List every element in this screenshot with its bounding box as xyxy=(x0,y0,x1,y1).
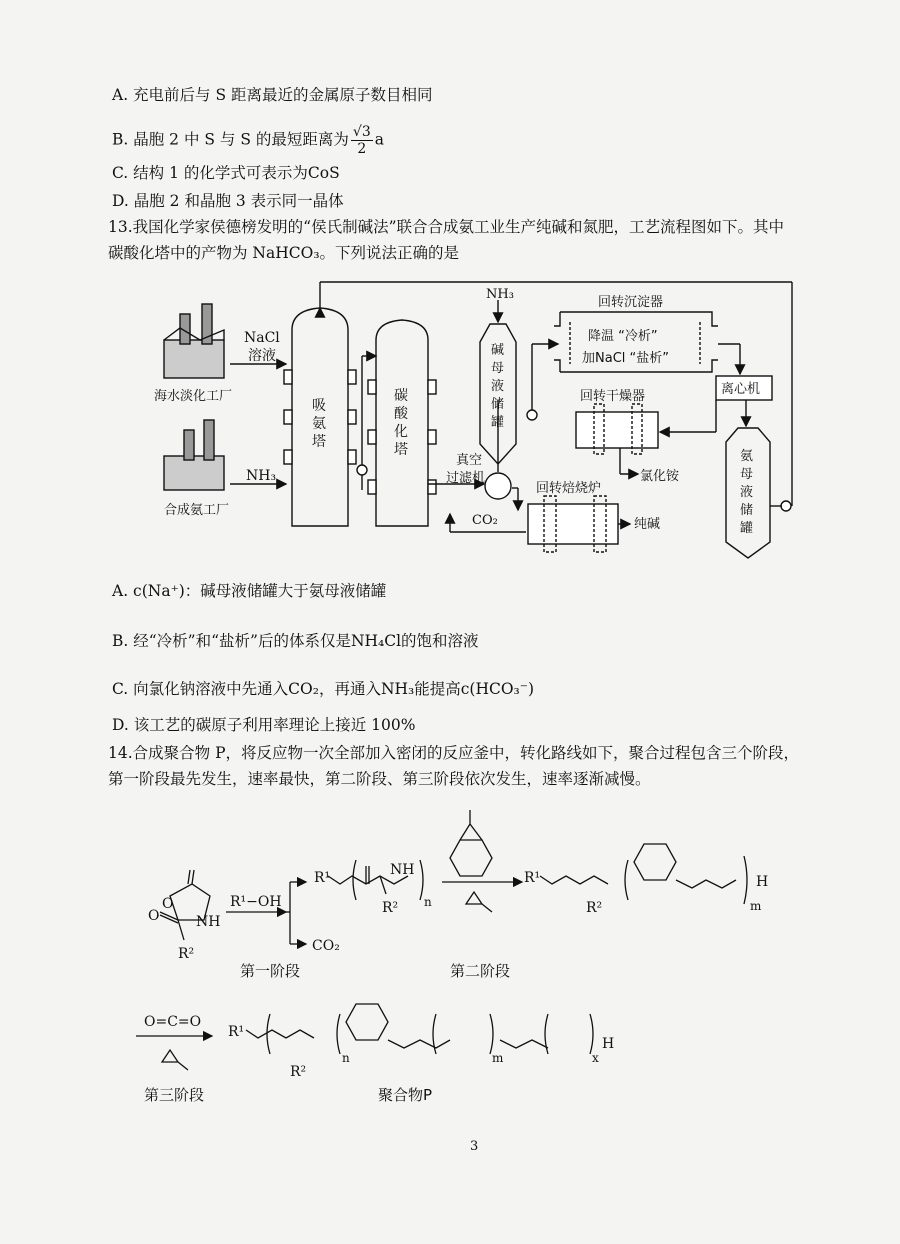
tower2-char-1: 碳 xyxy=(394,388,408,404)
rotary-dryer xyxy=(576,412,658,448)
q13-option-b: B. 经“冷析”和“盐析”后的体系仅是NH₄Cl的饱和溶液 xyxy=(112,632,479,650)
tank1-char-1: 碱 xyxy=(491,343,505,358)
subscript-x-polymer: x xyxy=(592,1051,599,1065)
co2-return-label: CO₂ xyxy=(472,513,498,528)
tower1-char-3: 塔 xyxy=(312,434,326,450)
fraction xyxy=(351,124,373,157)
salting-label: 加NaCl “盐析” xyxy=(582,351,669,366)
tank1-char-2: 母 xyxy=(491,361,505,376)
atom-r2-polymer: R² xyxy=(290,1064,307,1080)
epoxide xyxy=(466,892,492,912)
q13-stem-line2: 碳酸化塔中的产物为 NaHCO₃。下列说法正确的是 xyxy=(108,244,460,262)
phthalic-anhydride xyxy=(450,840,492,876)
tank2-char-5: 罐 xyxy=(740,521,754,536)
centrifuge-label: 离心机 xyxy=(721,382,761,397)
page-number: 3 xyxy=(470,1139,479,1154)
calciner-label: 回转焙烧炉 xyxy=(536,481,602,496)
rotary-calciner xyxy=(528,504,618,544)
atom-r1-polymer: R¹ xyxy=(228,1024,245,1040)
stage3-label: 第三阶段 xyxy=(144,1086,205,1104)
co2-byproduct: CO₂ xyxy=(312,938,340,954)
carbonation-tower xyxy=(376,320,428,526)
atom-nh-product1: NH xyxy=(390,862,415,878)
fraction-denominator: 2 xyxy=(357,141,367,157)
reaction-scheme xyxy=(130,800,850,1120)
tower2-char-3: 化 xyxy=(394,424,408,440)
tank2-char-2: 母 xyxy=(740,467,754,482)
polymer-p-label: 聚合物P xyxy=(378,1086,433,1104)
q13-stem-line1: 13.我国化学家侯德榜发明的“侯氏制碱法”联合合成氨工业生产纯碱和氮肥，工艺流程图如下。其中 xyxy=(108,218,785,236)
tower2-char-2: 酸 xyxy=(394,406,408,422)
reagent-r1oh: R¹−OH xyxy=(230,894,282,910)
process-flow-diagram xyxy=(150,270,810,570)
tank2-char-3: 液 xyxy=(740,485,754,500)
tower2-char-4: 塔 xyxy=(394,442,408,458)
dryer-label: 回转干燥器 xyxy=(580,389,646,404)
q12-option-c: C. 结构 1 的化学式可表示为CoS xyxy=(112,164,340,182)
nacl-label: NaCl xyxy=(244,330,280,346)
ammonium-chloride-label: 氯化铵 xyxy=(640,469,680,484)
tank1-char-5: 罐 xyxy=(491,415,505,430)
factory-seawater-label: 海水淡化工厂 xyxy=(154,389,233,404)
nh3-input-label: NH₃ xyxy=(246,468,277,484)
subscript-m-polymer: m xyxy=(492,1051,504,1065)
tower1-char-1: 吸 xyxy=(312,398,326,414)
q13-option-d: D. 该工艺的碳原子利用率理论上接近 100% xyxy=(112,716,416,734)
subscript-n-product1: n xyxy=(424,895,432,909)
solution-label: 溶液 xyxy=(248,348,276,364)
q12-option-d: D. 晶胞 2 和晶胞 3 表示同一晶体 xyxy=(112,192,344,210)
q13-option-a: A. c(Na⁺)：碱母液储罐大于氨母液储罐 xyxy=(112,582,387,600)
atom-r2-product1: R² xyxy=(382,900,399,916)
factory-icon-seawater xyxy=(164,304,224,378)
atom-r2-ring: R² xyxy=(178,946,195,962)
cooling-label: 降温 “冷析” xyxy=(588,329,658,344)
nh3-top-label: NH₃ xyxy=(486,287,514,302)
stage1-label: 第一阶段 xyxy=(240,962,301,980)
tank2-char-1: 氨 xyxy=(740,449,754,464)
tower1-char-2: 氨 xyxy=(312,416,326,432)
q12-option-b xyxy=(112,124,384,157)
tank1-char-4: 储 xyxy=(491,397,505,412)
atom-r1-product2: R¹ xyxy=(524,870,541,886)
vacuum-filter xyxy=(485,473,511,499)
tank2-char-4: 储 xyxy=(740,503,754,518)
subscript-n-polymer: n xyxy=(342,1051,350,1065)
precipitator-label: 回转沉淀器 xyxy=(598,295,664,310)
q12-option-b-text: B. 晶胞 2 中 S 与 S 的最短距离为 xyxy=(112,130,349,149)
atom-r1-product1: R¹ xyxy=(314,870,331,886)
q14-stem-line2: 第一阶段最先发生，速率最快，第二阶段、第三阶段依次发生，速率逐渐减慢。 xyxy=(108,770,651,788)
q13-option-c: C. 向氯化钠溶液中先通入CO₂，再通入NH₃能提高c(HCO₃⁻) xyxy=(112,680,534,698)
soda-ash-label: 纯碱 xyxy=(634,517,661,532)
co2-reagent: O=C=O xyxy=(144,1014,202,1030)
atom-o-carbonyl: O xyxy=(148,908,160,924)
atom-o-ring: O xyxy=(162,896,174,912)
q12-option-a: A. 充电前后与 S 距离最近的金属原子数目相同 xyxy=(112,86,433,104)
stage2-label: 第二阶段 xyxy=(450,962,511,980)
vacuum-label-2: 过滤机 xyxy=(446,471,486,486)
subscript-m-product2: m xyxy=(750,899,762,913)
atom-h-polymer: H xyxy=(602,1036,615,1052)
factory-ammonia-label: 合成氨工厂 xyxy=(164,503,230,518)
fraction-numerator: √3 xyxy=(352,124,371,140)
tank1-char-3: 液 xyxy=(491,379,505,394)
q12-option-b-unit: a xyxy=(374,130,384,149)
factory-icon-ammonia xyxy=(164,420,224,490)
q14-stem-line1: 14.合成聚合物 P，将反应物一次全部加入密闭的反应釜中，转化路线如下，聚合过程包含三个阶段， xyxy=(108,744,800,762)
atom-r2-product2: R² xyxy=(586,900,603,916)
vacuum-label-1: 真空 xyxy=(456,453,483,468)
atom-nh-ring: NH xyxy=(196,914,221,930)
atom-h-product2: H xyxy=(756,874,769,890)
